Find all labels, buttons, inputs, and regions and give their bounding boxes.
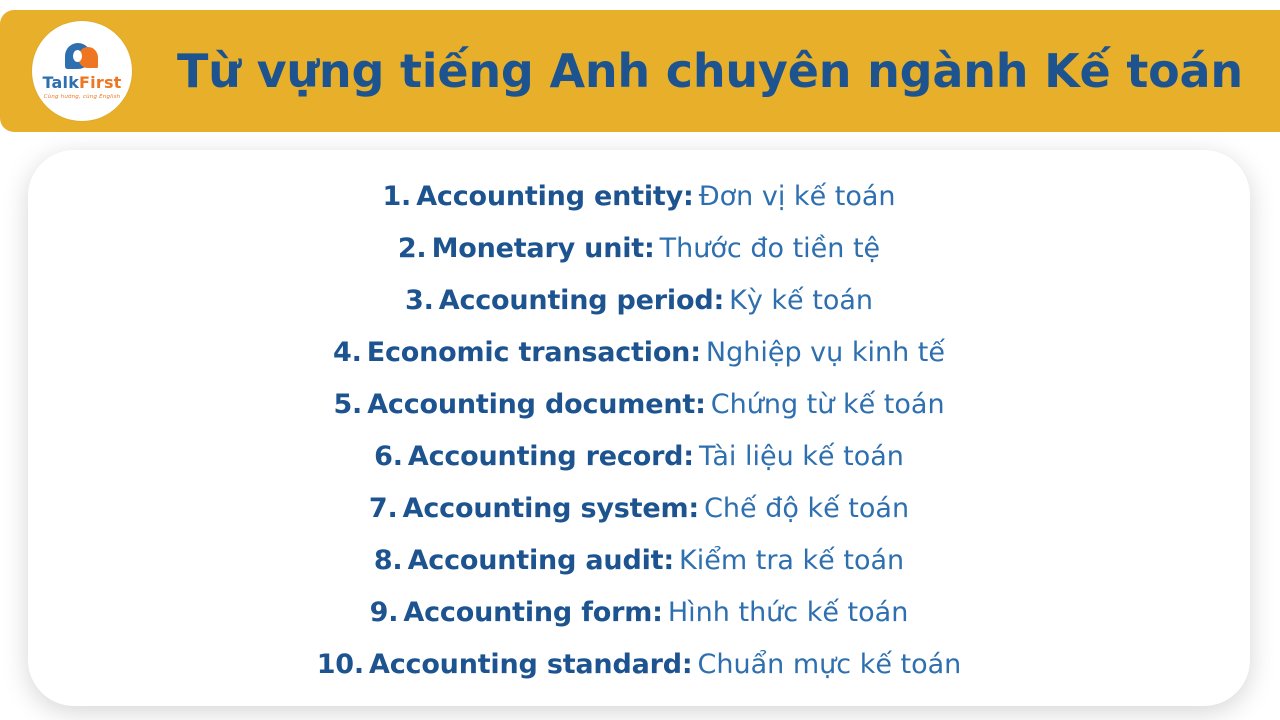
list-item-term: Accounting audit:	[407, 545, 674, 576]
list-item-term: Accounting entity:	[416, 181, 694, 212]
speech-bubble-icon	[65, 43, 99, 73]
list-item-meaning: Kỳ kế toán	[729, 285, 873, 316]
logo	[32, 21, 132, 121]
page-title: Từ vựng tiếng Anh chuyên ngành Kế toán	[177, 44, 1243, 98]
list-item-index: 3.	[405, 285, 434, 316]
list-item-meaning: Nghiệp vụ kinh tế	[705, 337, 945, 368]
list-item-meaning: Tài liệu kế toán	[699, 441, 904, 472]
list-item-term: Economic transaction:	[366, 337, 701, 368]
list-item-term: Accounting standard:	[369, 649, 693, 680]
list-item-index: 1.	[382, 181, 412, 212]
list-item-term: Accounting record:	[407, 441, 694, 472]
list-item-term: Accounting form:	[403, 597, 663, 628]
list-item-index: 7.	[368, 493, 398, 524]
list-item	[28, 328, 1250, 380]
logo-word-talk: Talk	[42, 72, 80, 92]
list-item	[28, 224, 1250, 276]
list-item-term: Accounting system:	[402, 493, 699, 524]
list-item	[28, 172, 1250, 224]
list-item	[28, 588, 1250, 640]
list-item-index: 10.	[316, 649, 364, 680]
content-card	[28, 150, 1250, 706]
list-item-index: 6.	[374, 441, 403, 472]
list-item	[28, 484, 1250, 536]
list-item-meaning: Hình thức kế toán	[667, 597, 909, 628]
logo-tagline: Cùng hướng, cùng English	[43, 93, 121, 100]
list-item-meaning: Đơn vị kế toán	[698, 181, 896, 212]
list-item	[28, 640, 1250, 692]
list-item-index: 2.	[397, 233, 427, 264]
logo-word-first: First	[79, 72, 122, 92]
list-item	[28, 276, 1250, 328]
list-item	[28, 536, 1250, 588]
list-item-meaning: Chứng từ kế toán	[710, 389, 945, 420]
list-item-index: 5.	[333, 389, 363, 420]
logo-wordmark	[42, 72, 122, 92]
list-item-meaning: Chuẩn mực kế toán	[697, 649, 962, 680]
vocabulary-list	[28, 172, 1250, 692]
list-item-term: Monetary unit:	[431, 233, 655, 264]
list-item	[28, 432, 1250, 484]
list-item-index: 9.	[369, 597, 399, 628]
list-item-index: 8.	[373, 545, 403, 576]
list-item-meaning: Chế độ kế toán	[704, 493, 910, 524]
list-item	[28, 380, 1250, 432]
header-banner	[0, 10, 1280, 132]
list-item-term: Accounting period:	[438, 285, 725, 316]
list-item-meaning: Kiểm tra kế toán	[679, 545, 905, 576]
list-item-index: 4.	[332, 337, 362, 368]
list-item-term: Accounting document:	[367, 389, 706, 420]
list-item-meaning: Thước đo tiền tệ	[659, 233, 881, 264]
